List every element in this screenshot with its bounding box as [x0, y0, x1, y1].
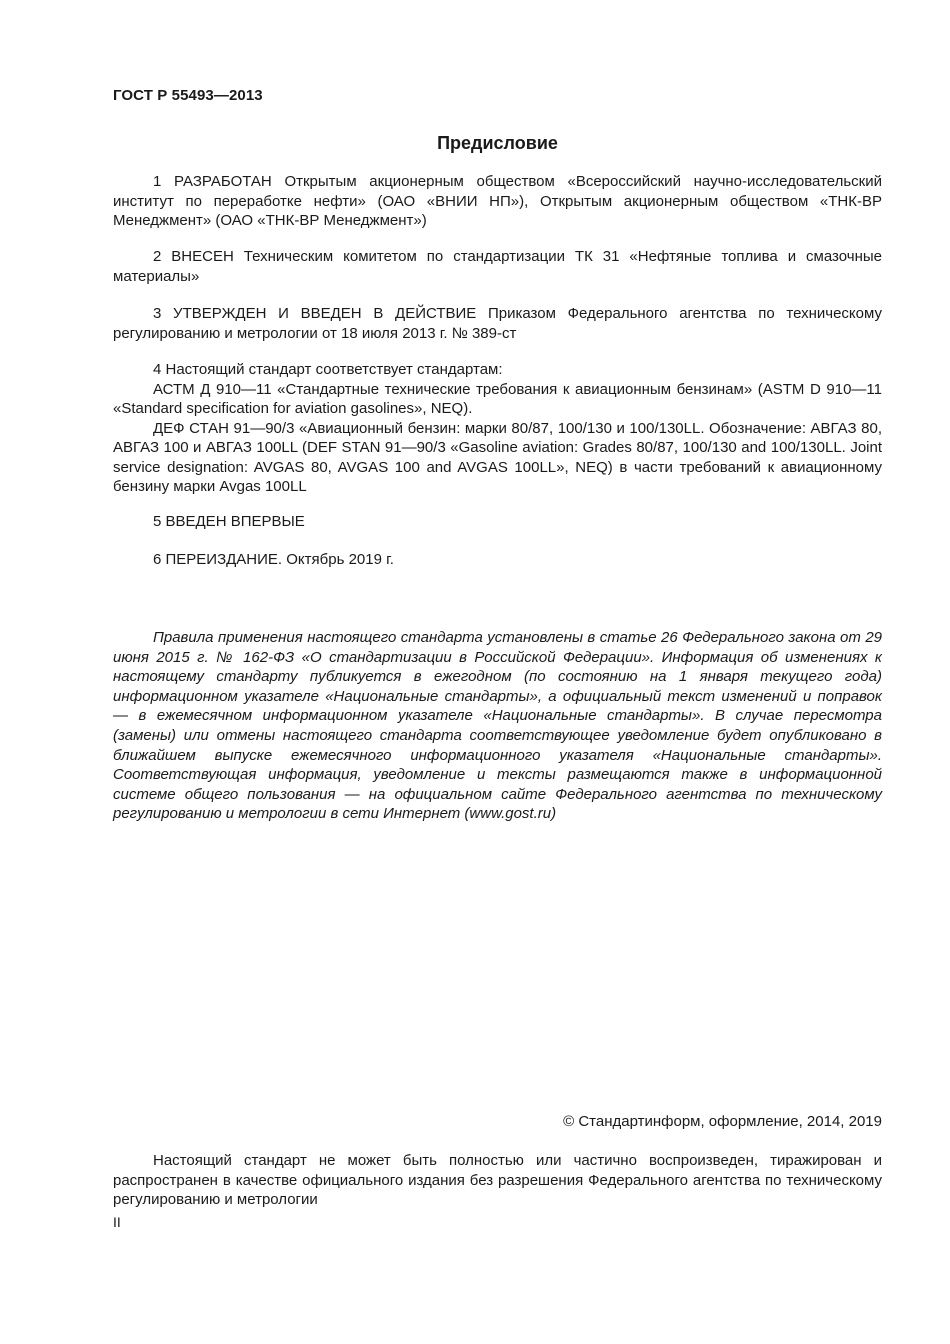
foreword-item-1 — [113, 172, 882, 231]
foreword-item-2 — [113, 247, 882, 286]
page-number: II — [113, 1214, 121, 1230]
foreword-item-4-def: ДЕФ СТАН 91—90/3 «Авиационный бензин: марки 80/87, 100/130 и 100/130LL. Обозначение: АВГАЗ 80, АВГАЗ 100 и АВГАЗ 100LL (DEF STAN 91—90/3 «Gasoline aviation: Grades 80/87, 100/130 and 100/130LL. Joint service designation: AVGAS 80, AVGAS 100 and AVGAS 100LL», NEQ) в части требований к авиационному бензину марки Avgas 100LL — [113, 419, 882, 495]
foreword-item-5-text: 5 ВВЕДЕН ВПЕРВЫЕ — [153, 513, 305, 530]
foreword-item-6-text: 6 ПЕРЕИЗДАНИЕ. Октябрь 2019 г. — [153, 551, 394, 568]
foreword-item-5 — [113, 512, 882, 532]
foreword-item-4-astm: АСТМ Д 910—11 «Стандартные технические требования к авиационным бензинам» (ASTM D 910—11 «Standard specification for aviation gasolines», NEQ). — [113, 380, 882, 417]
page-title: Предисловие — [437, 133, 558, 153]
reproduction-notice: Настоящий стандарт не может быть полностью или частично воспроизведен, тиражирован и распространен в качестве официального издания без разрешения Федерального агентства по техническому регулированию и метрологии — [113, 1152, 882, 1208]
foreword-item-3-text: 3 УТВЕРЖДЕН И ВВЕДЕН В ДЕЙСТВИЕ Приказом Федерального агентства по техническому регулированию и метрологии от 18 июля 2013 г. № 389-ст — [113, 305, 882, 342]
foreword-item-1-text: 1 РАЗРАБОТАН Открытым акционерным обществом «Всероссийский научно-исследовательский институт по переработке нефти» (ОАО «ВНИИ НП»), Открытым акционерным обществом «ТНК-ВР Менеджмент» (ОАО «ТНК-ВР Менеджмент») — [113, 173, 882, 229]
document-code-header: ГОСТ Р 55493—2013 — [113, 87, 263, 104]
foreword-item-2-text: 2 ВНЕСЕН Техническим комитетом по стандартизации ТК 31 «Нефтяные топлива и смазочные материалы» — [113, 248, 882, 285]
foreword-item-3 — [113, 304, 882, 343]
foreword-item-6 — [113, 550, 882, 570]
copyright-line: © Стандартинформ, оформление, 2014, 2019 — [563, 1113, 882, 1130]
application-rules-notice: Правила применения настоящего стандарта установлены в статье 26 Федерального закона от 29 июня 2015 г. № 162-ФЗ «О стандартизации в Российской Федерации». Информация об изменениях к настоящему стандарту публикуется в ежегодном (по состоянию на 1 января текущего года) информационном указателе «Национальные стандарты», а официальный текст изменений и поправок — в ежемесячном информационном указателе «Национальные стандарты». В случае пересмотра (замены) или отмены настоящего стандарта соответствующее уведомление будет опубликовано в ближайшем выпуске ежемесячного информационного указателя «Национальные стандарты». Соответствующая информация, уведомление и тексты размещаются также в информационной системе общего пользования — на официальном сайте Федерального агентства по техническому регулированию и метрологии в сети Интернет (www.gost.ru) — [113, 629, 882, 823]
foreword-item-4-intro: 4 Настоящий стандарт соответствует стандартам: — [153, 361, 503, 378]
foreword-item-4 — [113, 360, 882, 497]
